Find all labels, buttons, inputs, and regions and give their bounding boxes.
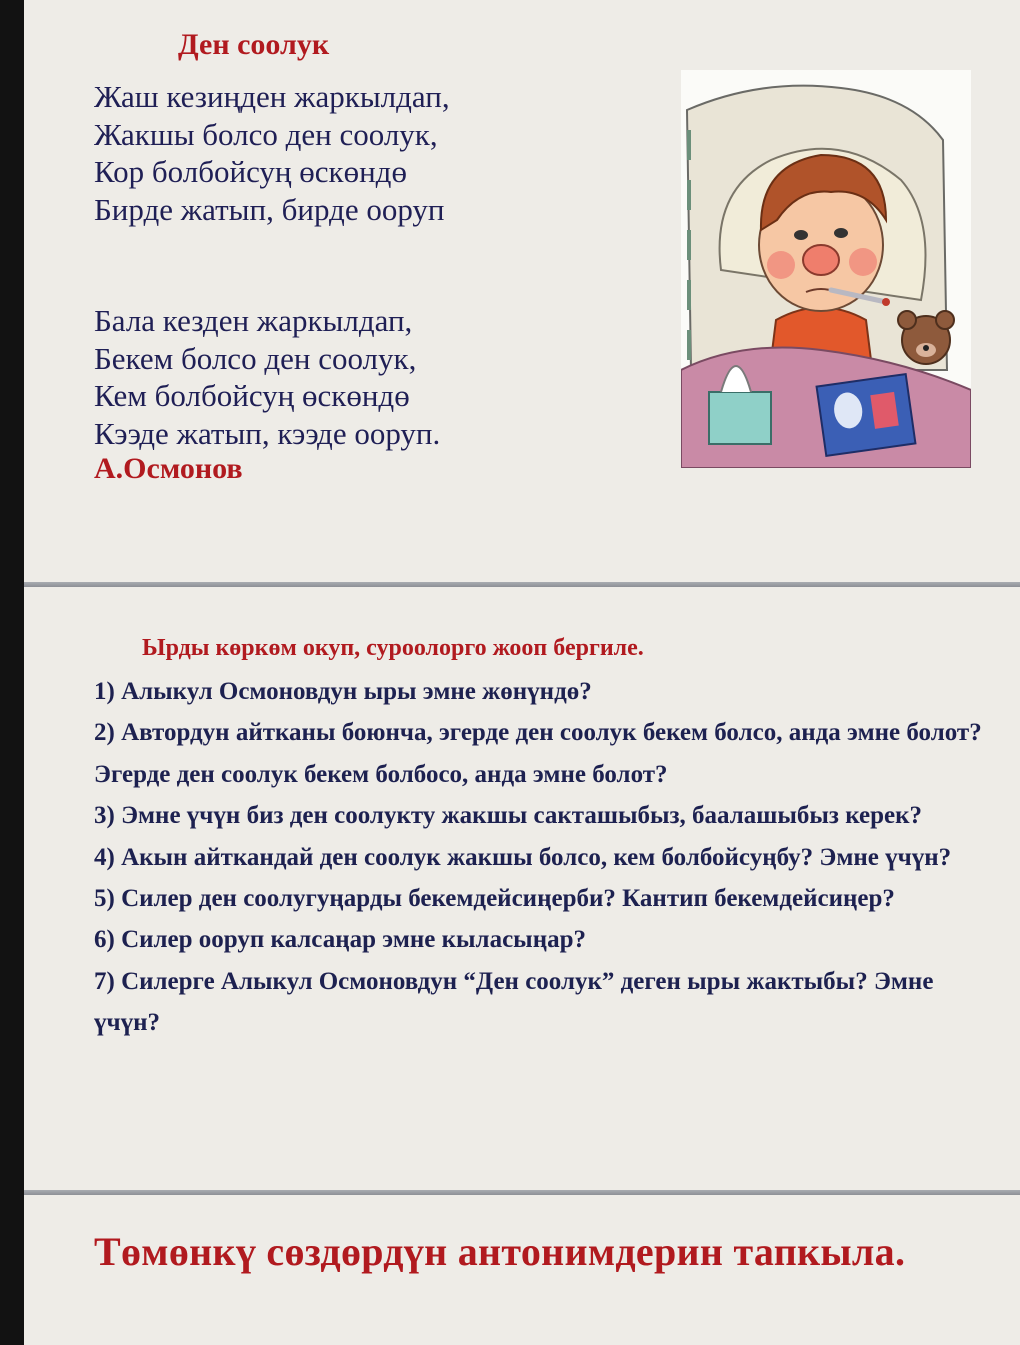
question-item: 6) Силер ооруп калсаңар эмне кыласыңар? <box>94 926 587 954</box>
question-item: 4) Акын айткандай ден соолук жакшы болсо, кем болбойсуңбу? Эмне үчүн? <box>94 843 952 871</box>
question-item: 2) Автордун айтканы боюнча, эгерде ден соолук бекем болсо, анда эмне болот? Эгерде ден соолук бекем болбосо, анда эмне болот? <box>94 719 982 788</box>
questions-slide <box>24 589 1020 1190</box>
left-edge-bar <box>0 0 24 1345</box>
poem-line: Бала кезден жаркылдап, <box>94 303 413 338</box>
question-list <box>94 671 994 1044</box>
sick-child-illustration <box>681 70 971 468</box>
poem-line: Кээде жатып, кээде ооруп. <box>94 415 441 451</box>
question-item: 3) Эмне үчүн биз ден соолукту жакшы сакташыбыз, баалашыбыз керек? <box>94 802 923 830</box>
poem-line: Кем болбойсуң өскөндө <box>94 378 410 413</box>
poem-line: Кор болбойсуң өскөндө <box>94 154 407 189</box>
poem-line: Жаш кезиңден жаркылдап, <box>94 79 450 114</box>
task-heading: Ырды көркөм окуп, суроолорго жооп бергиле. <box>142 635 644 661</box>
poem-line: Бекем болсо ден соолук, <box>94 340 417 376</box>
question-item: 7) Силерге Алыкул Осмоновдун “Ден соолук” деген ыры жактыбы? Эмне үчүн? <box>94 967 934 1037</box>
poem-line: Жакшы болсо ден соолук, <box>94 116 438 152</box>
poem-slide <box>24 0 1020 583</box>
antonyms-slide <box>24 1196 1020 1345</box>
question-item: 1) Алыкул Осмоновдун ыры эмне жөнүндө? <box>94 678 592 705</box>
stanza-2 <box>94 302 440 452</box>
poem-author: А.Осмонов <box>94 452 243 485</box>
poem-title: Ден соолук <box>178 28 330 61</box>
slide-divider <box>24 1190 1020 1195</box>
stanza-1 <box>94 78 450 228</box>
antonyms-heading: Төмөнкү сөздөрдүн антонимдерин тапкыла. <box>94 1229 906 1274</box>
question-item: 5) Силер ден соолугуңарды бекемдейсиңерби? Кантип бекемдейсиңер? <box>94 885 895 913</box>
poem-line: Бирде жатып, бирде ооруп <box>94 191 445 227</box>
slide-divider <box>24 582 1020 587</box>
